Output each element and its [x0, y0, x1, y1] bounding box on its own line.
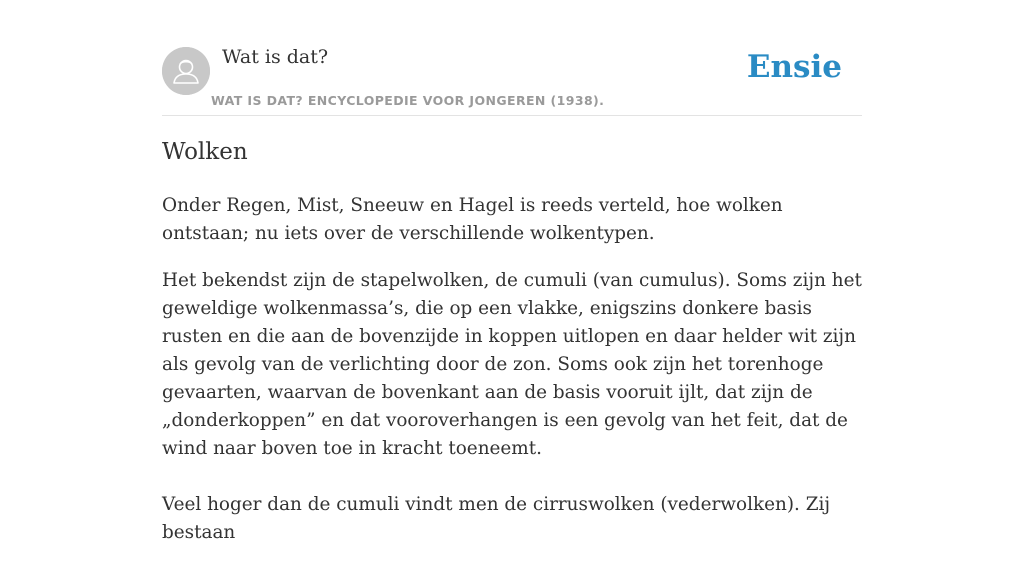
article-paragraph: Het bekendst zijn de stapelwolken, de cumuli (van cumulus). Soms zijn het geweldige wolkenmassa’s, die op een vlakke, enigszins donkere basis rusten en die aan de bovenzijde in koppen uitlopen en daar helder wit zijn als gevolg van de verlichting door de zon. Soms ook zijn het torenhoge gevaarten, waarvan de bovenkant aan de basis vooruit ijlt, dat zijn de „donderkoppen” en dat vooroverhangen is een gevolg van het feit, dat de wind naar boven toe in kracht toeneemt. — [162, 270, 862, 459]
user-avatar-icon[interactable] — [162, 47, 210, 95]
article-paragraph: Onder Regen, Mist, Sneeuw en Hagel is reeds verteld, hoe wolken ontstaan; nu iets over de verschillende wolkentypen. — [162, 195, 783, 244]
article-title: Wolken — [162, 139, 248, 165]
source-label[interactable]: WAT IS DAT? ENCYCLOPEDIE VOOR JONGEREN (1938). — [211, 93, 605, 108]
ensie-logo-link[interactable]: Ensie — [746, 49, 842, 85]
page — [162, 0, 862, 543]
author-name[interactable]: Wat is dat? — [222, 46, 329, 68]
person-icon — [162, 47, 210, 95]
article-header — [162, 0, 862, 116]
article-paragraph: Veel hoger dan de cumuli vindt men de cirruswolken (vederwolken). Zij bestaan — [162, 494, 831, 543]
article-body — [162, 192, 862, 566]
